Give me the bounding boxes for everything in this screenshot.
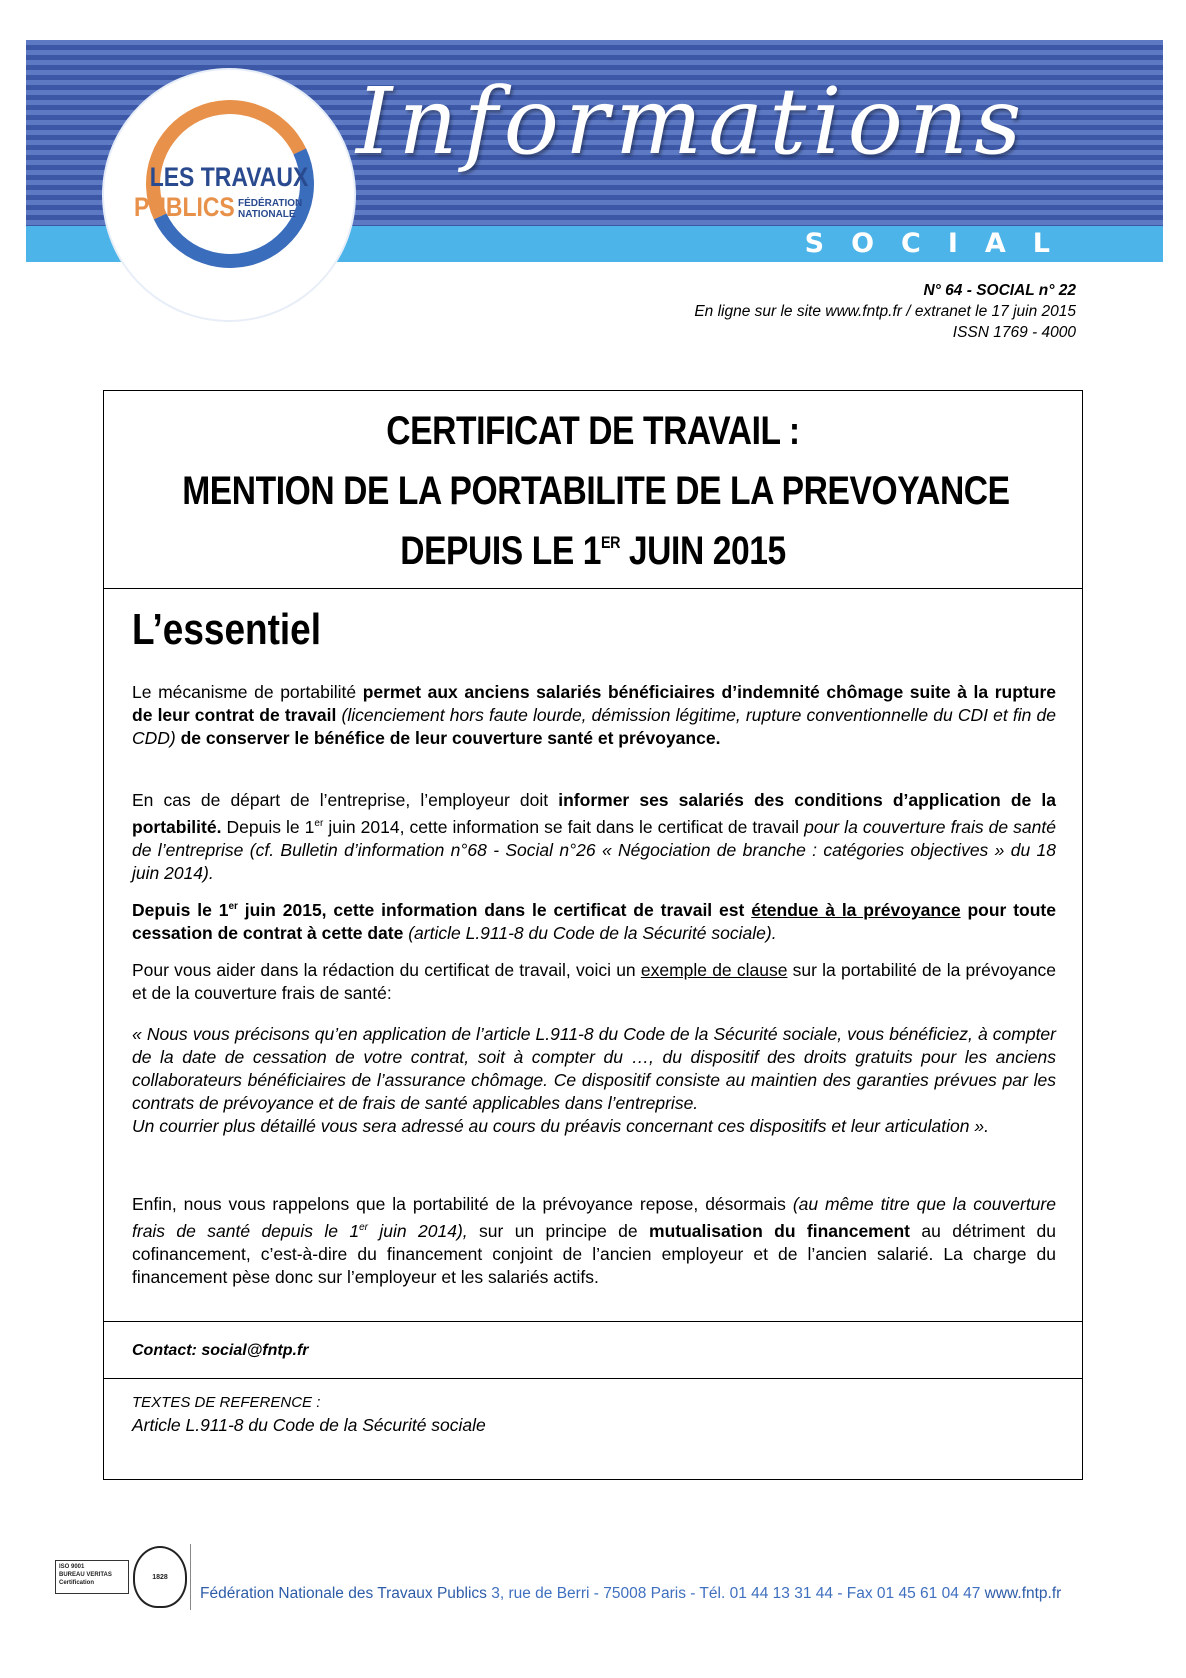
p2-text: En cas de départ de l’entreprise, l’employeur doit — [132, 790, 559, 810]
issue-info — [694, 280, 1076, 343]
issue-online: En ligne sur le site www.fntp.fr / extranet le 17 juin 2015 — [694, 303, 1076, 320]
p1-italic: (licenciement hors faute lourde, démission légitime, rupture conventionnelle du CDI et fin de CDD) — [132, 705, 1056, 748]
p6-italic-b: (au même titre que la couverture frais de santé depuis le 1 — [132, 1194, 1056, 1241]
references-text: Article L.911-8 du Code de la Sécurité sociale — [132, 1415, 486, 1435]
p2-italic: pour la couverture frais de santé de l’entreprise (cf. Bulletin d’information n°68 - Social n°26 « Négociation de branche : catégories objectives » du 18 juin 2014). — [132, 816, 1056, 883]
title-line-3-pre: DEPUIS LE 1 — [400, 529, 601, 573]
logo-federation: FÉDÉRATION — [238, 198, 303, 209]
paragraph-4 — [132, 959, 1056, 1005]
issue-number: N° 64 - SOCIAL n° 22 — [923, 282, 1076, 299]
iso-line1: ISO 9001 — [59, 1564, 85, 1570]
certification-badge — [55, 1546, 187, 1608]
paragraph-2 — [132, 789, 1056, 885]
title-line-3 — [182, 529, 1004, 574]
p6-text-2: sur un principe de — [467, 1220, 650, 1241]
logo-nationale: NATIONALE — [238, 209, 296, 220]
banner-title: Informations — [356, 68, 1028, 175]
contact-section — [104, 1321, 1082, 1379]
p3-underline: étendue à la prévoyance — [751, 899, 961, 920]
paragraph-5-clause — [132, 1023, 1056, 1138]
main-box — [103, 390, 1083, 1480]
footer-site-link[interactable]: www.fntp.fr — [984, 1585, 1062, 1602]
p4-underline: exemple de clause — [640, 960, 788, 980]
iso-line3: Certification — [59, 1580, 95, 1586]
p4-text-2: sur la portabilité de la prévoyance et de la couverture frais de santé: — [132, 960, 1056, 1003]
p2-sup: er — [314, 818, 324, 829]
p6-text: Enfin, nous vous rappelons que la portabilité de la prévoyance repose, désormais — [132, 1194, 793, 1214]
logo-text-line1: LES TRAVAUX — [149, 162, 309, 192]
iso-box — [55, 1560, 129, 1594]
p3-bold-a: Depuis le 1 — [132, 899, 229, 920]
p2-text-2: Depuis le 1 — [221, 816, 315, 837]
iso-line2: BUREAU VERITAS — [59, 1572, 112, 1578]
p3-italic: (article L.911-8 du Code de la Sécurité sociale). — [403, 922, 777, 943]
bureau-veritas-seal-icon — [133, 1546, 187, 1608]
p3-sup: er — [228, 901, 238, 912]
references-label: TEXTES DE REFERENCE : — [132, 1394, 321, 1411]
issue-issn: ISSN 1769 - 4000 — [952, 324, 1076, 341]
seal-year: 1828 — [152, 1573, 168, 1581]
title-line-3-sup: ER — [600, 533, 620, 552]
p1-bold: permet aux anciens salariés bénéficiaires d’indemnité chômage suite à la rupture de leur contrat de travail — [132, 682, 1056, 725]
contact-email[interactable]: Contact: social@fntp.fr — [132, 1342, 309, 1359]
p4-text: Pour vous aider dans la rédaction du certificat de travail, voici un — [132, 960, 641, 980]
footer-address — [200, 1585, 1061, 1603]
p2-bold: informer ses salariés des conditions d’application de la portabilité. — [132, 790, 1056, 837]
p2-text-3: juin 2014, cette information se fait dans le certificat de travail — [323, 816, 805, 837]
p5-clause-b: Un courrier plus détaillé vous sera adressé au cours du préavis concernant ces dispositifs et leur articulation ». — [132, 1116, 989, 1136]
p6-sup: er — [359, 1222, 369, 1233]
p6-text-3: au détriment du cofinancement, c’est-à-dire du financement conjoint de l’ancien employeur et de l’ancien salarié. La charge du financement pèse donc sur l’employeur et les salariés actifs. — [132, 1220, 1056, 1287]
title-line-1: CERTIFICAT DE TRAVAIL : — [386, 409, 800, 453]
footer-org: Fédération Nationale des Travaux Publics — [200, 1585, 487, 1602]
logo-text-line2: PUBLICS — [134, 192, 235, 222]
title-line-2: MENTION DE LA PORTABILITE DE LA PREVOYANCE — [182, 469, 1010, 513]
p1-bold-2: de conserver le bénéfice de leur couverture santé et prévoyance. — [175, 728, 721, 748]
logo-text-line3 — [238, 198, 302, 220]
paragraph-1 — [132, 681, 1056, 750]
title-line-3-post: JUIN 2015 — [619, 529, 786, 573]
footer-address-text: 3, rue de Berri - 75008 Paris - Tél. 01 44 13 31 44 - Fax 01 45 61 04 47 — [486, 1585, 985, 1602]
p1-text: Le mécanisme de portabilité — [132, 682, 363, 702]
p3-bold-b: juin 2015, cette information dans le certificat de travail est — [237, 899, 752, 920]
p6-italic-c: juin 2014), — [368, 1220, 468, 1241]
p3-bold-d: pour toute cessation de contrat à cette date — [132, 899, 1056, 943]
p5-clause-a: « Nous vous précisons qu’en application de l’article L.911-8 du Code de la Sécurité sociale, vous bénéficiez, à compter de la date de cessation de votre contrat, soit à compter du …, du dispositif des droits gratuits pour les anciens collaborateurs bénéficiaires de l’assurance chômage. Ce dispositif consiste au maintien des garanties prévues par les contrats de prévoyance et de frais de santé applicables dans l’entreprise. — [132, 1024, 1056, 1113]
fntp-logo — [104, 70, 354, 320]
section-heading: L’essentiel — [132, 605, 322, 654]
p6-bold: mutualisation du financement — [649, 1220, 910, 1241]
paragraph-6 — [132, 1193, 1056, 1289]
title-section — [104, 391, 1082, 589]
banner-section-label: SOCIAL — [804, 228, 1077, 259]
paragraph-3 — [132, 895, 1056, 945]
footer-divider — [190, 1544, 191, 1610]
